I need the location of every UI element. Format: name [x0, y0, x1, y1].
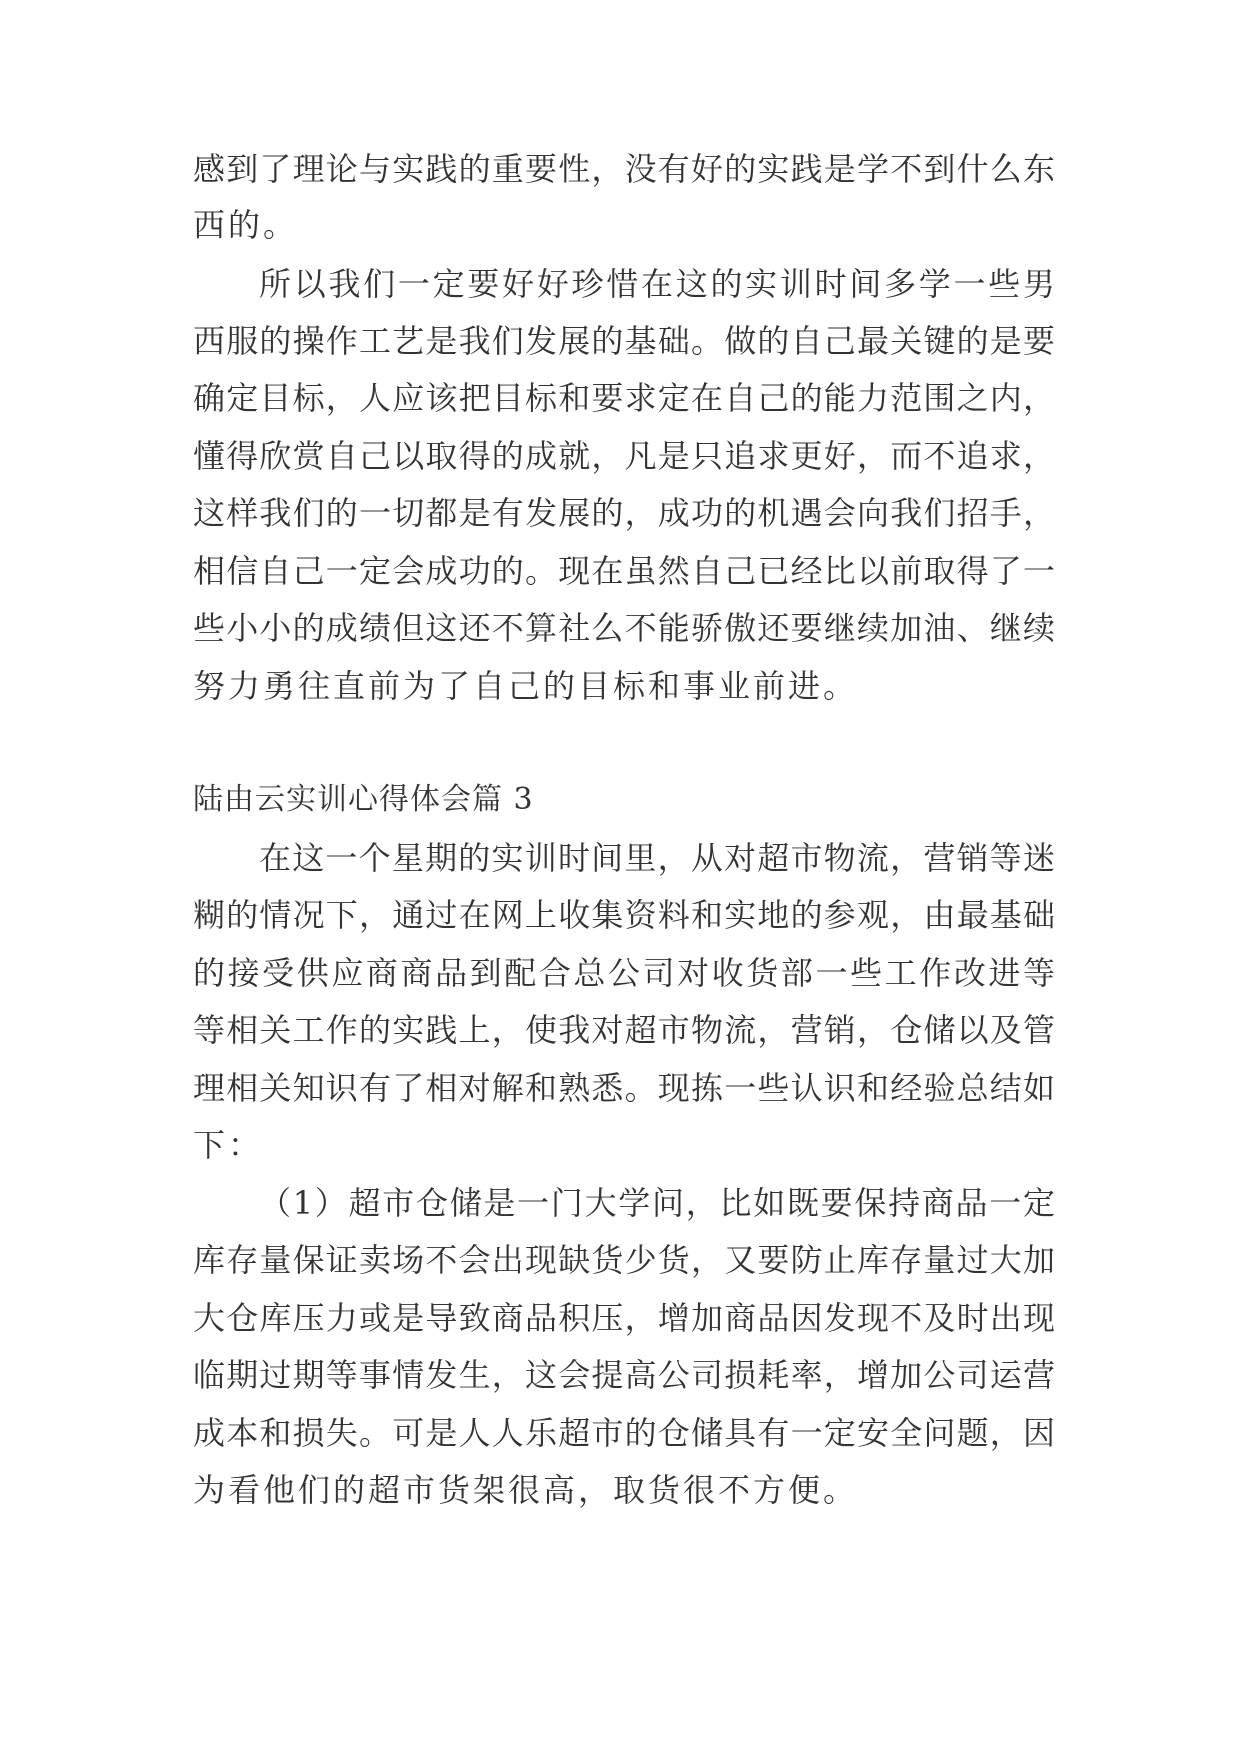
text-line: 所以我们一定要好好珍惜在这的实训时间多学一些男 [259, 265, 1055, 303]
text-line: 成本和损失。可是人人乐超市的仓储具有一定安全问题，因 [193, 1414, 1055, 1452]
text-line: 大仓库压力或是导致商品积压，增加商品因发现不及时出现 [193, 1299, 1055, 1337]
text-line: 理相关知识有了相对解和熟悉。现拣一些认识和经验总结如 [193, 1069, 1055, 1107]
text-line: （1）超市仓储是一门大学问，比如既要保持商品一定 [259, 1184, 1055, 1222]
text-line: 的接受供应商商品到配合总公司对收货部一些工作改进等 [193, 954, 1055, 992]
text-line: 库存量保证卖场不会出现缺货少货，又要防止库存量过大加 [193, 1241, 1055, 1279]
text-line: 在这一个星期的实训时间里，从对超市物流，营销等迷 [259, 839, 1055, 877]
text-line: 西的。 [193, 206, 299, 244]
text-line: 努力勇往直前为了自己的目标和事业前进。 [193, 667, 859, 705]
text-line: 懂得欣赏自己以取得的成就，凡是只追求更好，而不追求， [193, 437, 1055, 475]
text-line: 临期过期等事情发生，这会提高公司损耗率，增加公司运营 [193, 1356, 1055, 1394]
text-line: 等相关工作的实践上，使我对超市物流，营销，仓储以及管 [193, 1011, 1055, 1049]
text-line: 相信自己一定会成功的。现在虽然自己已经比以前取得了一 [193, 552, 1055, 590]
section-heading: 陆由云实训心得体会篇 3 [193, 782, 534, 817]
text-line: 西服的操作工艺是我们发展的基础。做的自己最关键的是要 [193, 322, 1055, 360]
text-line: 感到了理论与实践的重要性，没有好的实践是学不到什么东 [193, 150, 1055, 188]
text-line: 糊的情况下，通过在网上收集资料和实地的参观，由最基础 [193, 896, 1055, 934]
text-line: 下： [193, 1126, 264, 1164]
text-line: 为看他们的超市货架很高，取货很不方便。 [193, 1471, 859, 1509]
text-line: 这样我们的一切都是有发展的，成功的机遇会向我们招手， [193, 494, 1055, 532]
text-line: 些小小的成绩但这还不算社么不能骄傲还要继续加油、继续 [193, 609, 1055, 647]
text-line: 确定目标，人应该把目标和要求定在自己的能力范围之内， [193, 379, 1055, 417]
